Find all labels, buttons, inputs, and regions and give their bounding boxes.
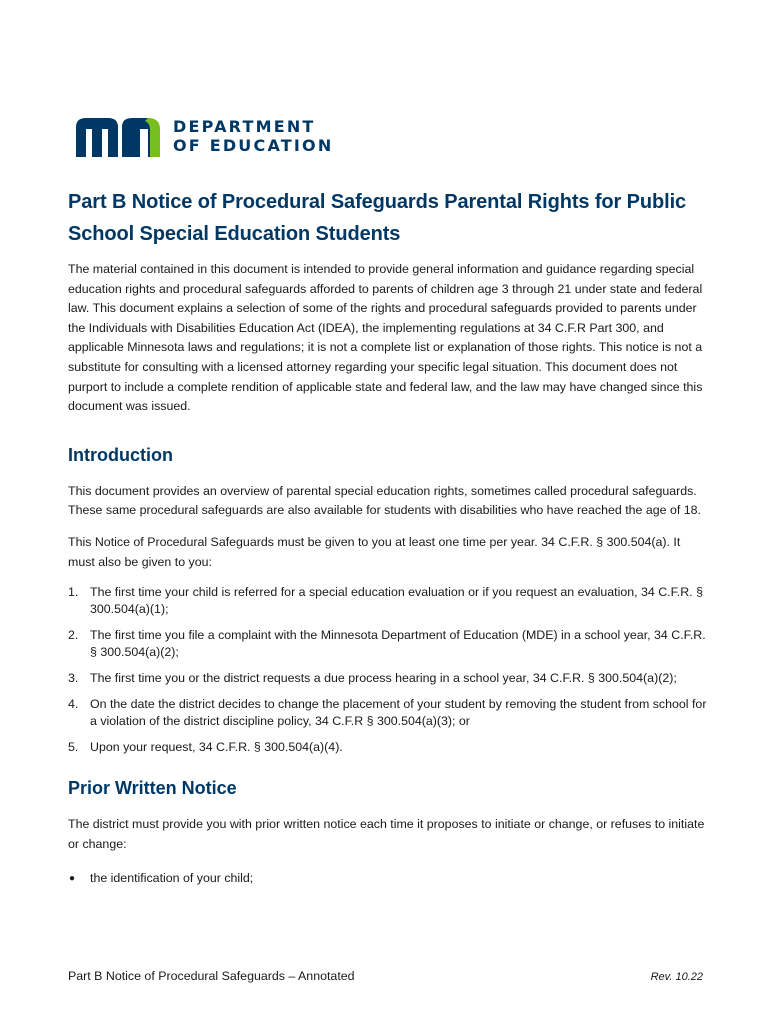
introduction-paragraph-1: This document provides an overview of parental special education rights, sometimes called procedural safeguards. These same procedural safeguards are also available for students with disabilities who have reached the age of 18. — [68, 483, 701, 518]
list-item-text: The first time you or the district requests a due process hearing in a school year, 34 C.F.R. § 300.504(a)(2); — [90, 671, 677, 686]
list-item — [68, 584, 708, 618]
list-number: 2. — [68, 628, 79, 643]
list-number: 5. — [68, 740, 79, 755]
list-item-text: Upon your request, 34 C.F.R. § 300.504(a)(4). — [90, 740, 343, 755]
page-footer — [68, 968, 703, 984]
disclaimer-paragraph: The material contained in this document is intended to provide general information and guidance regarding special education rights and procedural safeguards afforded to parents of children age 3 through 21 under state and federal law. This document explains a selection of some of the rights and procedural safeguards provided to parents under the Individuals with Disabilities Education Act (IDEA), the implementing regulations at 34 C.F.R Part 300, and applicable Minnesota laws and regulations; it is not a complete list or explanation of those rights. This notice is not a substitute for consulting with a licensed attorney regarding your specific legal situation. This document does not purport to include a complete rendition of applicable state and federal law, and the law may have changed since this document was issued. — [68, 262, 703, 414]
bullet-item — [68, 870, 708, 887]
list-item-text: On the date the district decides to change the placement of your student by removing the student from school for a violation of the district discipline policy, 34 C.F.R § 300.504(a)(3); or — [90, 697, 707, 729]
notice-occasions-list — [68, 584, 708, 756]
logo-line1: DEPARTMENT — [173, 117, 316, 136]
prior-notice-bullets — [68, 870, 708, 887]
mn-logo-icon — [76, 117, 168, 157]
list-number: 4. — [68, 697, 79, 712]
list-item — [68, 627, 708, 661]
introduction-heading: Introduction — [68, 444, 173, 465]
list-number: 1. — [68, 585, 79, 600]
introduction-paragraph-2: This Notice of Procedural Safeguards must be given to you at least one time per year. 34 C.F.R. § 300.504(a). It must also be given to you: — [68, 534, 681, 569]
list-item — [68, 670, 708, 687]
prior-written-notice-paragraph: The district must provide you with prior written notice each time it proposes to initiate or change, or refuses to initiate or change: — [68, 817, 705, 851]
prior-written-notice-heading: Prior Written Notice — [68, 778, 237, 799]
document-title: Part B Notice of Procedural Safeguards Parental Rights for Public School Special Education Students — [68, 191, 687, 245]
department-logo — [76, 117, 351, 159]
list-item-text: The first time your child is referred for a special education evaluation or if you request an evaluation, 34 C.F.R. § 300.504(a)(1); — [90, 585, 703, 617]
footer-revision: Rev. 10.22 — [650, 971, 703, 983]
bullet-item-text: the identification of your child; — [90, 871, 254, 886]
bullet-icon: ● — [69, 873, 76, 885]
list-item-text: The first time you file a complaint with the Minnesota Department of Education (MDE) in a school year, 34 C.F.R. § 300.504(a)(2); — [90, 628, 706, 660]
list-item — [68, 739, 708, 756]
footer-title: Part B Notice of Procedural Safeguards – Annotated — [68, 969, 355, 983]
logo-line2: OF EDUCATION — [173, 136, 334, 155]
list-item — [68, 696, 708, 730]
logo-wordmark — [173, 117, 333, 155]
document-body — [68, 186, 708, 887]
list-number: 3. — [68, 671, 79, 686]
